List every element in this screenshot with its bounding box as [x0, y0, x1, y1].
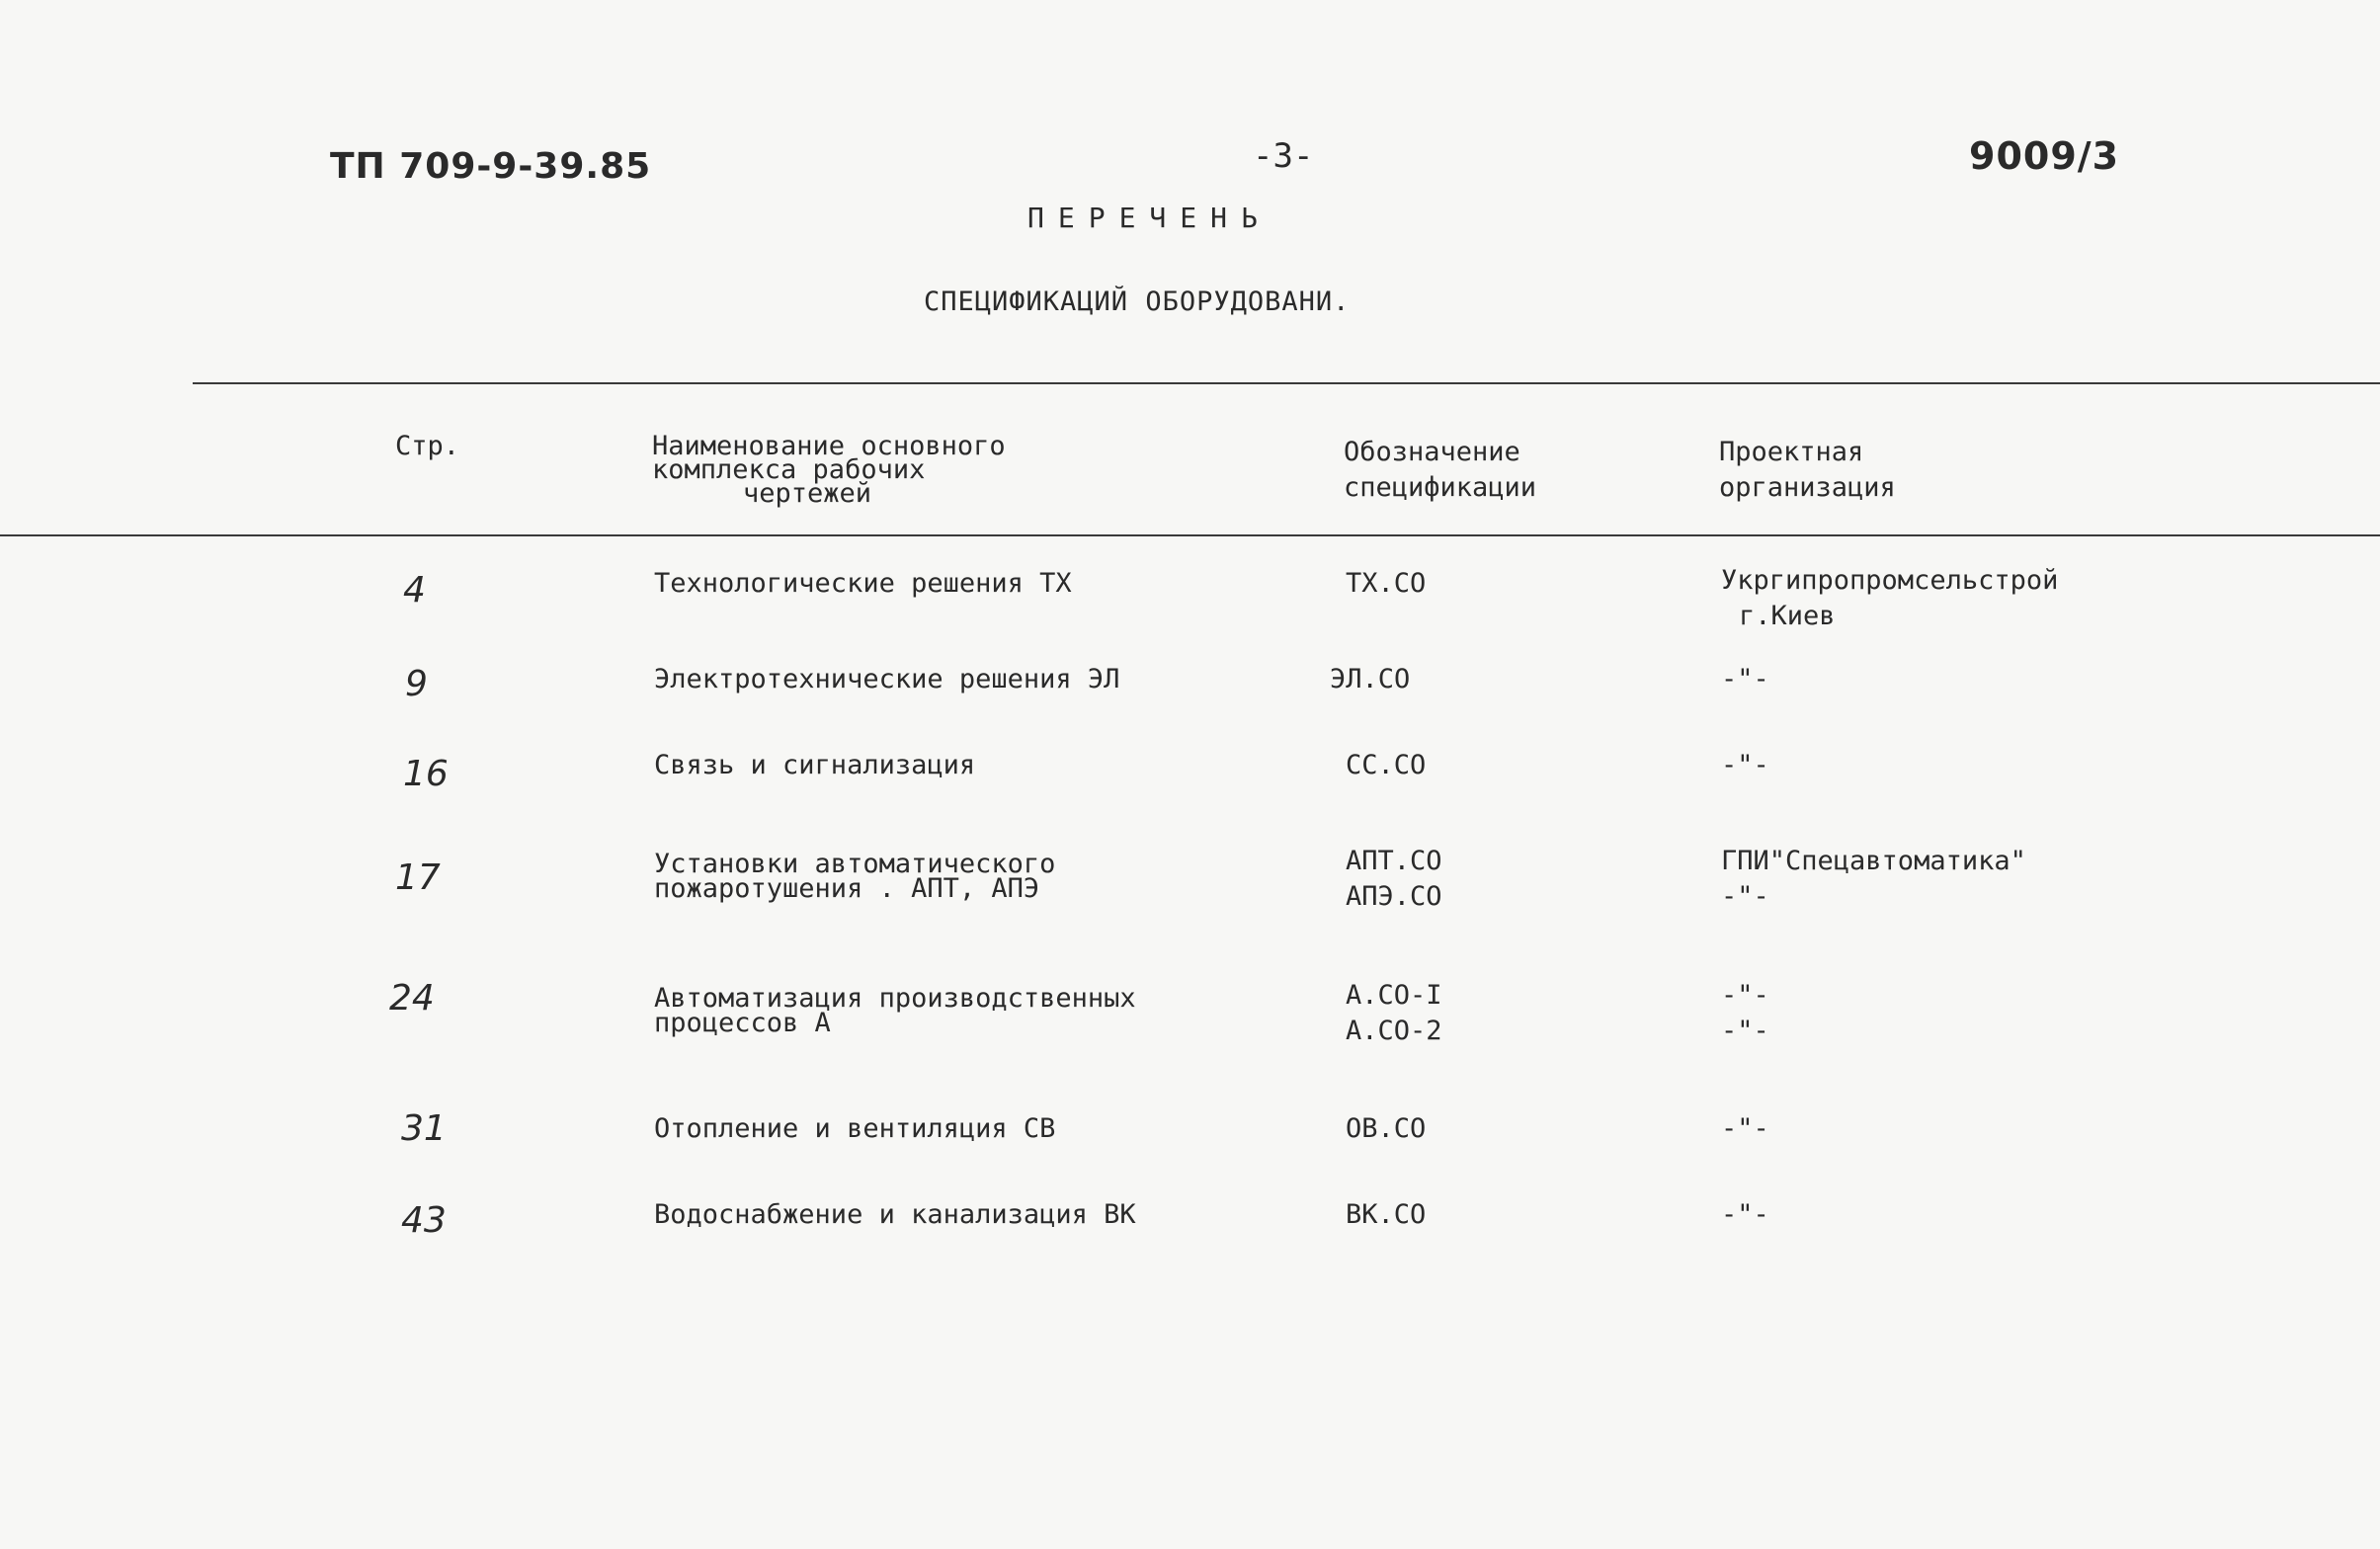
table-top-rule: [193, 382, 2380, 384]
column-header-name-line3: чертежей: [743, 478, 872, 509]
column-header-page: Стр.: [395, 431, 460, 461]
row-organization: -"-: [1721, 664, 1769, 694]
row-designation-line1: А.СО-I: [1346, 980, 1442, 1011]
page-number: -3-: [1253, 136, 1314, 176]
column-header-designation-line1: Обозначение: [1344, 437, 1520, 467]
row-name: Технологические решения ТХ: [654, 568, 1072, 599]
column-header-organization: [1719, 435, 1896, 506]
row-organization: -"-: [1721, 1113, 1769, 1144]
row-page: 31: [401, 1108, 447, 1149]
row-designation: ОВ.СО: [1346, 1113, 1427, 1144]
row-designation: ЭЛ.СО: [1330, 664, 1411, 694]
row-organization-line1: -"-: [1721, 980, 1769, 1011]
row-designation-line2: А.СО-2: [1346, 1016, 1442, 1046]
row-designation: ВК.СО: [1346, 1199, 1427, 1230]
table-header-rule: [0, 534, 2380, 536]
row-organization: -"-: [1721, 750, 1769, 780]
row-designation-line1: АПТ.СО: [1346, 846, 1442, 876]
document-title: ПЕРЕЧЕНЬ: [1027, 202, 1272, 234]
row-name: [654, 849, 1056, 904]
column-header-organization-line2: организация: [1719, 472, 1896, 503]
row-page: 17: [395, 857, 441, 898]
row-name: Отопление и вентиляция СВ: [654, 1113, 1056, 1144]
row-name: [654, 983, 1136, 1038]
row-page: 4: [403, 570, 426, 611]
row-name: Электротехнические решения ЭЛ: [654, 664, 1120, 694]
row-name: Связь и сигнализация: [654, 750, 976, 780]
column-header-designation: [1344, 435, 1536, 506]
row-organization-line2: г.Киев: [1739, 601, 1836, 631]
column-header-name: [652, 431, 1006, 509]
column-header-name-line2: комплекса рабочих: [652, 454, 926, 485]
column-header-organization-line1: Проектная: [1719, 437, 1864, 467]
row-name: Водоснабжение и канализация ВК: [654, 1199, 1136, 1230]
row-page: 9: [405, 664, 428, 704]
row-organization: [1721, 978, 1769, 1049]
row-page: 43: [401, 1200, 447, 1241]
row-name-line1: Установки автоматического: [654, 849, 1056, 879]
row-name-line2: пожаротушения . АПТ, АПЭ: [654, 873, 1040, 904]
row-page: 16: [403, 754, 449, 794]
document-subtitle: СПЕЦИФИКАЦИЙ ОБОРУДОВАНИ.: [924, 286, 1351, 317]
row-name-line2: процессов А: [654, 1008, 831, 1038]
row-designation: ТХ.СО: [1346, 568, 1427, 599]
row-organization-line1: Укргипропромсельстрой: [1721, 565, 2059, 596]
row-organization-line2: -"-: [1721, 881, 1769, 912]
row-organization: [1721, 563, 2058, 634]
column-header-name-line1: Наименование основного: [652, 431, 1006, 461]
row-organization-line1: ГПИ"Спецавтоматика": [1721, 846, 2026, 876]
document-code: ТП 709-9-39.85: [330, 146, 652, 187]
row-organization: [1721, 844, 2026, 915]
row-organization-line2: -"-: [1721, 1016, 1769, 1046]
row-organization: -"-: [1721, 1199, 1769, 1230]
row-designation: [1346, 844, 1442, 915]
row-name-line1: Автоматизация производственных: [654, 983, 1136, 1014]
row-designation: [1346, 978, 1442, 1049]
row-page: 24: [389, 978, 435, 1019]
row-designation-line2: АПЭ.СО: [1346, 881, 1442, 912]
sheet-number: 9009/3: [1969, 134, 2120, 178]
column-header-designation-line2: спецификации: [1344, 472, 1537, 503]
row-designation: СС.СО: [1346, 750, 1427, 780]
